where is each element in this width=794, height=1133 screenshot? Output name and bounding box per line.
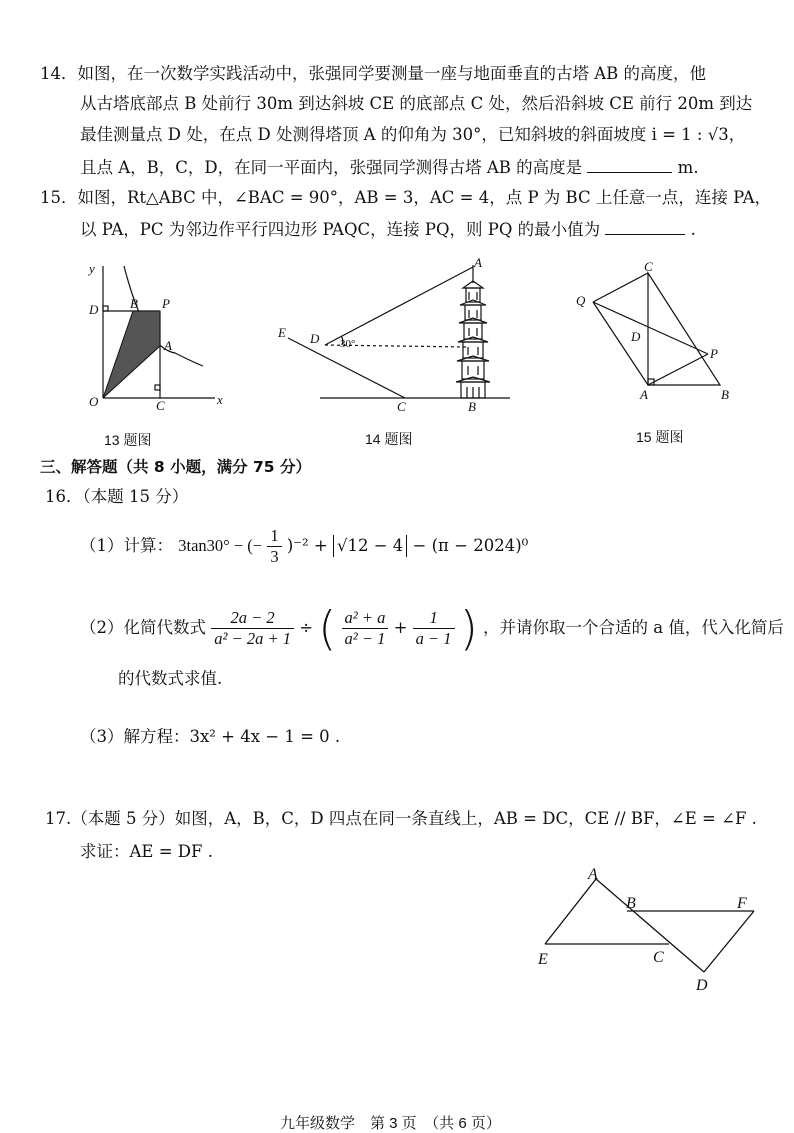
fig13-label-c: C xyxy=(156,398,165,413)
q15-line-2-text: 以 PA，PC 为邻边作平行四边形 PAQC，连接 PQ，则 PQ 的最小值为 xyxy=(80,220,601,239)
q16-part-2-frac-2-den: a² − 1 xyxy=(344,629,386,648)
fig17-label-e: E xyxy=(538,951,548,968)
q16-part-2-line-2: 的代数式求值. xyxy=(118,669,223,688)
fig17-label-a: A xyxy=(588,866,598,883)
q17-line-2: 求证：AE = DF . xyxy=(80,842,213,861)
q16-part-2 xyxy=(80,598,784,658)
q14-unit: m. xyxy=(677,158,699,177)
q16-part-2-frac-3 xyxy=(413,608,455,649)
fig15-label-a: A xyxy=(640,387,648,402)
fig13-shaded-region xyxy=(103,311,160,398)
fig14-label-d: D xyxy=(310,331,320,346)
q16-part-3: （3）解方程：3x² + 4x − 1 = 0 . xyxy=(80,727,341,746)
q15-period: . xyxy=(690,220,696,239)
q16-part-1-abs: √12 − 4 xyxy=(333,535,407,557)
q16-part-2-plus: + xyxy=(393,618,408,637)
figure-15 xyxy=(570,255,745,410)
figure-17 xyxy=(530,862,770,997)
fig13-right-angle-d xyxy=(103,306,108,311)
fig13-caption: 13 题图 xyxy=(104,432,152,448)
fig15-triangle-abc xyxy=(648,273,720,385)
q16-part-1-expr-a: 3tan30° − (− xyxy=(178,536,263,555)
q16-part-2-frac-1-num: 2a − 2 xyxy=(211,608,294,629)
page-footer: 九年级数学 第 3 页 （共 6 页） xyxy=(280,1115,501,1132)
q16-part-1-expr-c: − (π − 2024)⁰ xyxy=(412,536,529,555)
fig17-line-ad xyxy=(596,879,704,972)
fig15-label-d: D xyxy=(631,329,641,344)
fig14-sightline-da xyxy=(325,267,473,345)
q16-part-2-frac-1-den: a² − 2a + 1 xyxy=(214,629,291,648)
fig14-label-angle: 30° xyxy=(340,338,356,350)
q16-part-2-label: （2）化简代数式 xyxy=(80,618,206,637)
q16-part-2-frac-2 xyxy=(342,608,389,649)
fig15-segment-ap xyxy=(648,354,708,385)
fig14-caption: 14 题图 xyxy=(365,431,413,447)
fig13-label-b: B xyxy=(130,296,138,311)
q16-part-1 xyxy=(80,524,528,568)
q15-line-1: 15．如图，Rt△ABC 中，∠BAC = 90°，AB = 3，AC = 4，点 P 为 BC 上任意一点，连接 PA， xyxy=(40,188,772,207)
q14-line-3: 最佳测量点 D 处，在点 D 处测得塔顶 A 的仰角为 30°，已知斜坡的斜面坡度 i = 1 : √3， xyxy=(80,125,746,144)
q15-line-2 xyxy=(80,218,696,241)
fig15-label-c: C xyxy=(644,259,653,274)
fig14-label-c: C xyxy=(397,399,406,414)
fig15-label-p: P xyxy=(710,346,718,361)
fig14-label-b: B xyxy=(468,399,476,414)
fig13-label-o: O xyxy=(89,394,99,409)
q17-line-1: 17.（本题 5 分）如图，A，B，C，D 四点在同一条直线上，AB = DC，CE // BF，∠E = ∠F . xyxy=(45,809,757,828)
fig17-label-f: F xyxy=(737,895,747,912)
fig15-label-q: Q xyxy=(576,293,586,308)
fig14-label-e: E xyxy=(278,325,286,340)
q16-part-2-rparen: ) xyxy=(459,601,478,656)
fig13-right-angle-c xyxy=(155,385,160,390)
q16-part-1-exp: )⁻² + xyxy=(286,536,333,555)
fig14-pagoda xyxy=(456,265,490,398)
fig13-label-y: y xyxy=(89,261,95,276)
fig17-segment-fd xyxy=(704,911,754,972)
fig15-caption: 15 题图 xyxy=(636,429,684,445)
fig14-label-a: A xyxy=(474,255,482,270)
fig15-label-b: B xyxy=(721,387,729,402)
fig13-label-x: x xyxy=(217,392,223,407)
q16-part-1-frac-num: 1 xyxy=(267,526,281,547)
q14-answer-blank xyxy=(587,156,672,173)
q16-part-2-frac-1 xyxy=(211,608,294,649)
q14-line-4-text: 且点 A，B，C，D，在同一平面内，张强同学测得古塔 AB 的高度是 xyxy=(80,158,583,177)
fig13-label-a: A xyxy=(164,338,172,353)
q16-part-1-frac xyxy=(267,526,281,567)
fig15-segment-qc xyxy=(593,273,648,302)
figure-14 xyxy=(270,255,520,415)
fig17-label-b: B xyxy=(626,895,636,912)
fig17-label-d: D xyxy=(696,977,708,994)
fig17-segment-ea xyxy=(545,879,596,944)
q16-part-2-tail: ，并请你取一个合适的 a 值，代入化简后 xyxy=(483,618,784,637)
section-3-heading: 三、解答题（共 8 小题，满分 75 分） xyxy=(40,458,311,476)
q16-part-2-frac-3-den: a − 1 xyxy=(415,629,452,648)
fig13-label-p: P xyxy=(162,296,170,311)
figure-13 xyxy=(75,258,235,413)
fig17-label-c: C xyxy=(653,949,664,966)
q14-line-2: 从古塔底部点 B 处前行 30m 到达斜坡 CE 的底部点 C 处，然后沿斜坡 CE 前行 20m 到达 xyxy=(80,94,753,113)
q16-part-2-div: ÷ xyxy=(299,618,314,637)
q14-line-4 xyxy=(80,156,699,179)
q15-answer-blank xyxy=(605,218,685,235)
fig13-label-d: D xyxy=(89,302,99,317)
q14-line-1: 14．如图，在一次数学实践活动中，张强同学要测量一座与地面垂直的古塔 AB 的高度，他 xyxy=(40,64,707,83)
q16-part-2-frac-3-num: 1 xyxy=(413,608,455,629)
q16-heading: 16．（本题 15 分） xyxy=(45,487,189,506)
q16-part-1-frac-den: 3 xyxy=(270,547,279,566)
q16-part-2-lparen: ( xyxy=(318,601,337,656)
q16-part-2-frac-2-num: a² + a xyxy=(342,608,389,629)
q16-part-1-label: （1）计算： xyxy=(80,536,173,555)
